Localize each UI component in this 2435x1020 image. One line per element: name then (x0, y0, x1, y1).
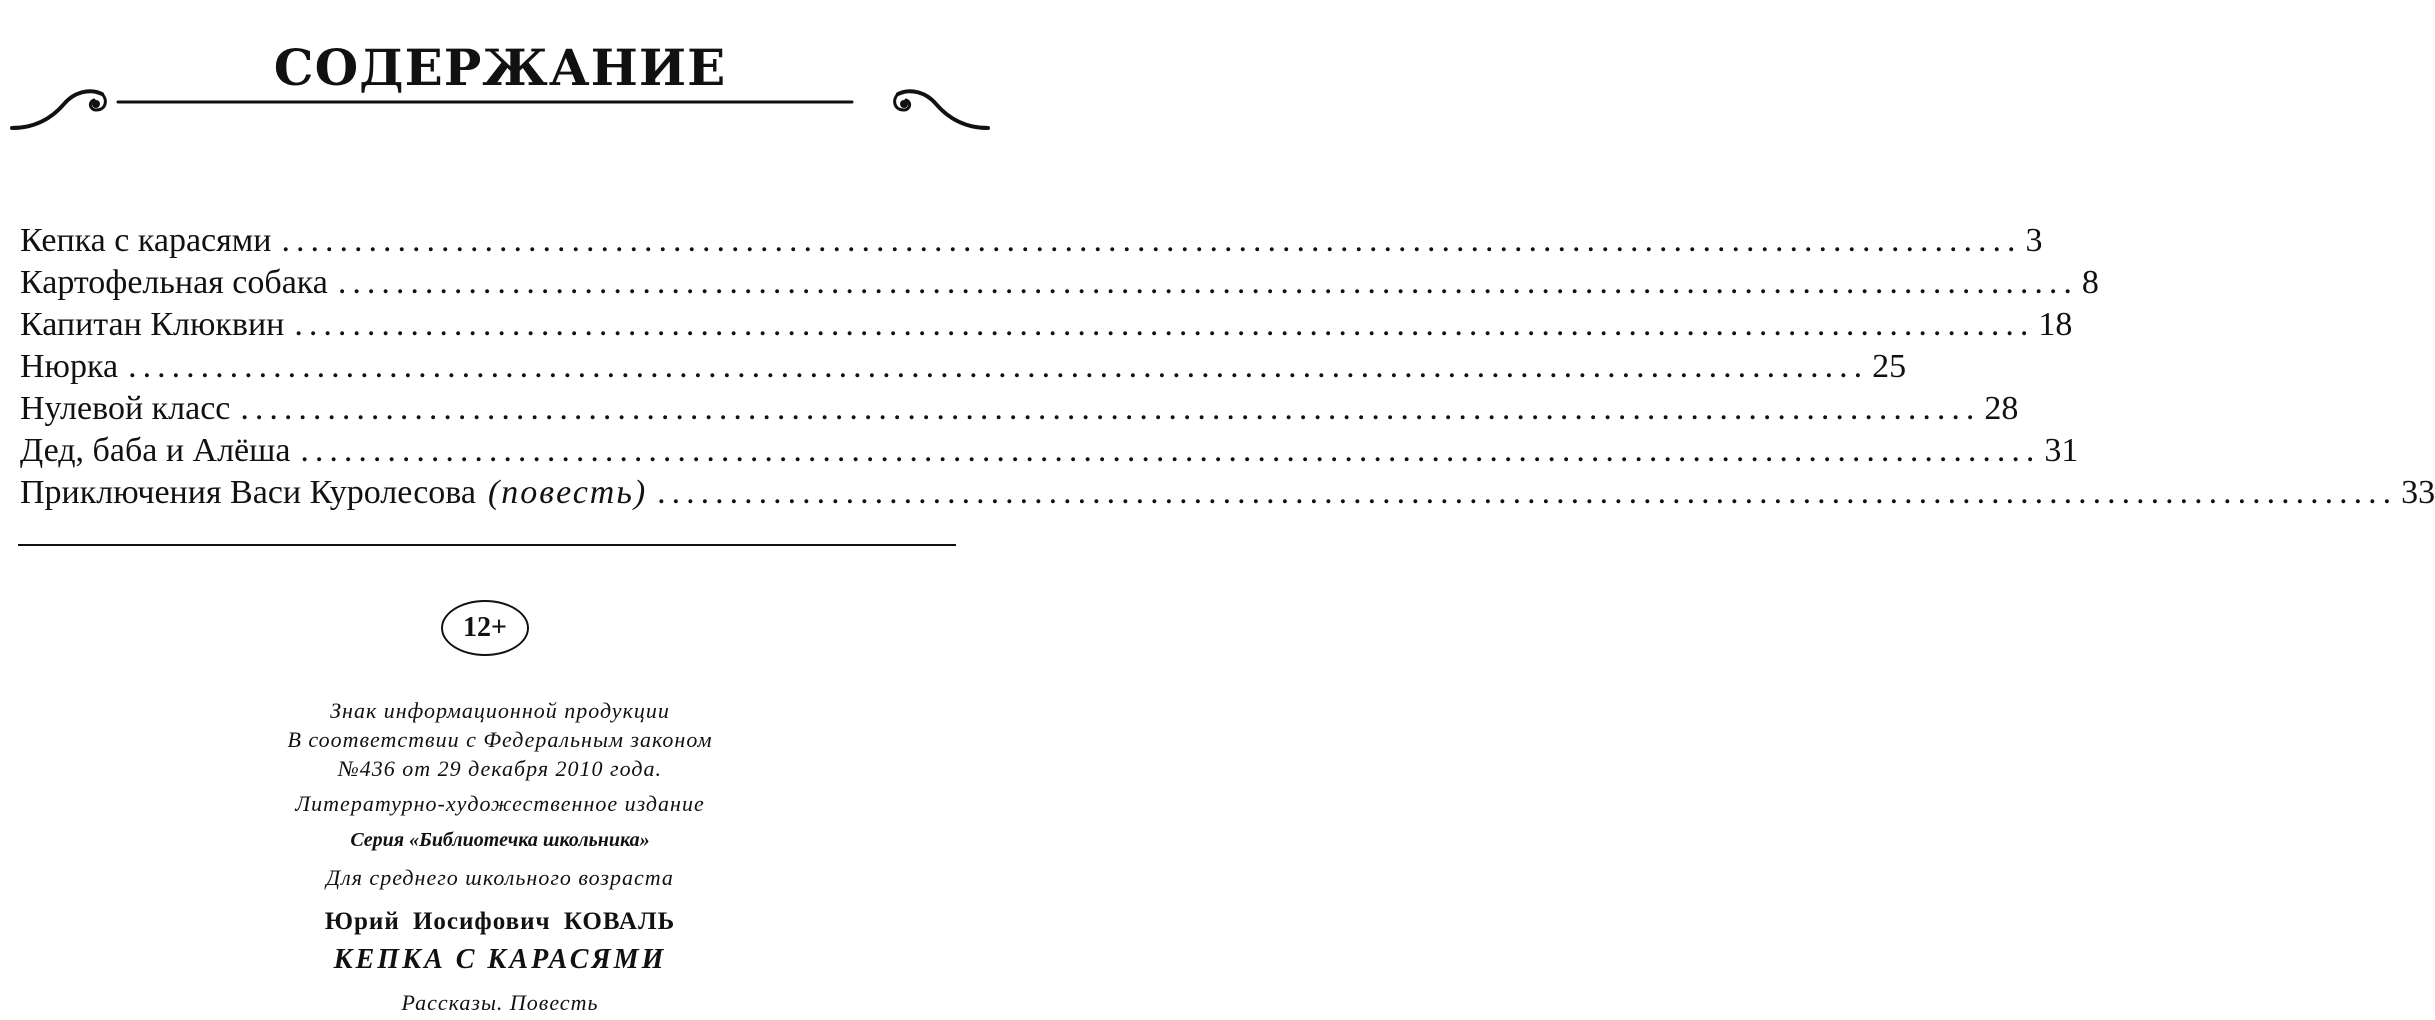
ornamental-rule (10, 78, 990, 134)
toc-dot-leader: ........................................................................................................................ (128, 348, 1869, 385)
toc-page-number: 8 (2081, 264, 2099, 301)
toc-entry-title: Дед, баба и Алёша (20, 432, 291, 469)
toc-dot-leader: ........................................................................................................................ (337, 264, 2078, 301)
left-swirl-icon (12, 91, 105, 128)
book-genre: Рассказы. Повесть (401, 990, 599, 1015)
toc-page-number: 31 (2044, 432, 2079, 469)
toc-dot-leader: ........................................................................................................................ (240, 390, 1981, 427)
section-divider (18, 544, 956, 546)
toc-entry (20, 262, 2099, 304)
toc-page-number: 25 (1872, 348, 1907, 385)
toc-entry (20, 388, 2019, 430)
imprint-law: В соответствии с Федеральным законом (287, 727, 713, 752)
imprint-series: Серия «Библиотечка школьника» (350, 829, 650, 851)
table-of-contents (20, 220, 2435, 514)
toc-dot-leader: ........................................................................................................................ (300, 432, 2041, 469)
toc-dot-leader: ........................................................................................................................ (294, 306, 2035, 343)
toc-entry (20, 346, 1907, 388)
toc-dot-leader: ........................................................................................................................ (657, 474, 2398, 511)
book-title: КЕПКА С КАРАСЯМИ (333, 944, 667, 975)
toc-entry-title: Капитан Клюквин (20, 306, 285, 343)
toc-page-number: 3 (2025, 222, 2043, 259)
toc-entry (20, 220, 2043, 262)
imprint-audience: Для среднего школьного возраста (326, 865, 674, 890)
toc-dot-leader: ........................................................................................................................ (281, 222, 2022, 259)
toc-entry (20, 472, 2435, 514)
toc-page-number: 18 (2038, 306, 2073, 343)
imprint-law-number: №436 от 29 декабря 2010 года. (338, 756, 662, 781)
toc-page-number: 28 (1984, 390, 2019, 427)
right-swirl-icon (895, 91, 988, 128)
toc-entry-title: Картофельная собака (20, 264, 328, 301)
imprint-info-sign: Знак информационной продукции (330, 698, 670, 723)
toc-entry-title: Кепка с карасями (20, 222, 272, 259)
book-author: Юрий Иосифович КОВАЛЬ (324, 908, 676, 935)
imprint-edition-type: Литературно-художественное издание (295, 791, 705, 816)
toc-entry-title: Нулевой класс (20, 390, 231, 427)
page-title: СОДЕРЖАНИЕ (273, 38, 727, 97)
age-rating-badge: 12+ (441, 600, 529, 656)
toc-entry-note: (повесть) (487, 474, 648, 511)
toc-entry-title: Приключения Васи Куролесова (20, 474, 476, 511)
toc-page-number: 33 (2401, 474, 2435, 511)
toc-entry (20, 304, 2073, 346)
toc-entry (20, 430, 2079, 472)
toc-entry-title: Нюрка (20, 348, 119, 385)
